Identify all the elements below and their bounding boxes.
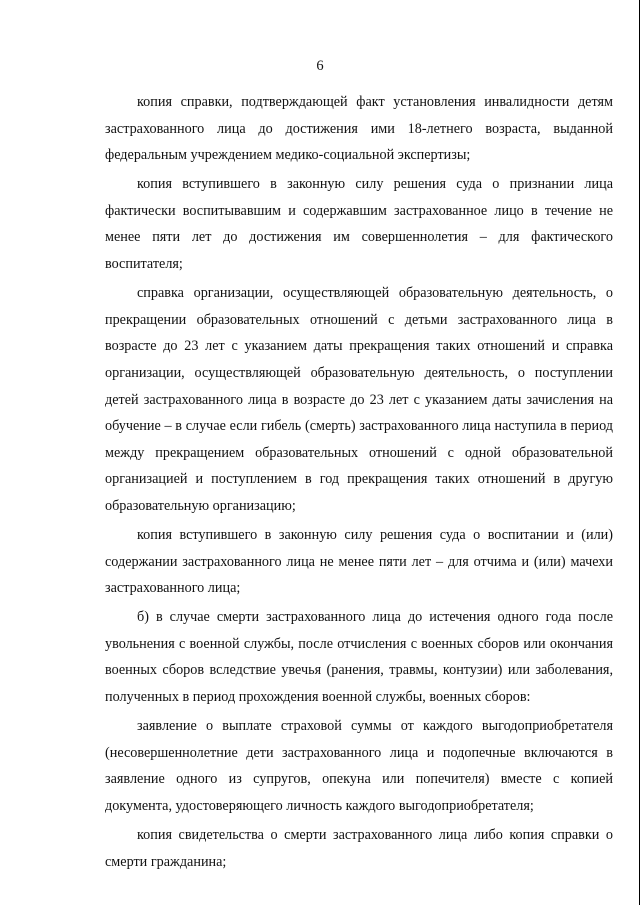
paragraph-payment-application: заявление о выплате страховой суммы от каждого выгодоприобретателя (несовершеннолетние дети застрахованного лица и подопечные включаются в заявление одного из супругов, опекуна или попечителя) вместе с копией документа, удостоверяющего личность каждого выгодоприобретателя; (105, 718, 613, 814)
paragraph-item-b: б) в случае смерти застрахованного лица до истечения одного года после увольнения с военной службы, после отчисления с военных сборов или окончания военных сборов вследствие увечья (ранения, травмы, контузии) или заболевания, полученных в период прохождения военной службы, военных сборов: (105, 609, 613, 706)
paragraph-court-decision-guardian: копия вступившего в законную силу решения суда о признании лица фактически воспитывавшим и содержавшим застрахованное лицо в течение не менее пяти лет до достижения им совершеннолетия – для фактического воспитателя; (105, 176, 613, 273)
document-body (105, 89, 613, 878)
paragraph-education-certificate: справка организации, осуществляющей образовательную деятельность, о прекращении образовательных отношений с детьми застрахованного лица в возрасте до 23 лет с указанием даты прекращения таких отношений и справка организации, осуществляющей образовательную деятельность, о поступлении детей застрахованного лица в возрасте до 23 лет с указанием даты зачисления на обучение – в случае если гибель (смерть) застрахованного лица наступила в период между прекращением образовательных отношений с одной образовательной организацией и поступлением в год прекращения таких отношений в другую образовательную организацию; (105, 285, 613, 514)
page-number: 6 (316, 58, 324, 74)
paragraph-death-certificate: копия свидетельства о смерти застрахованного лица либо копия справки о смерти гражданина; (105, 827, 613, 870)
paragraph-disability-certificate: копия справки, подтверждающей факт установления инвалидности детям застрахованного лица до достижения ими 18-летнего возраста, выданной федеральным учреждением медико-социальной экспертизы; (105, 94, 613, 164)
paragraph-court-decision-stepparent: копия вступившего в законную силу решения суда о воспитании и (или) содержании застрахованного лица не менее пяти лет – для отчима и (или) мачехи застрахованного лица; (105, 527, 613, 597)
